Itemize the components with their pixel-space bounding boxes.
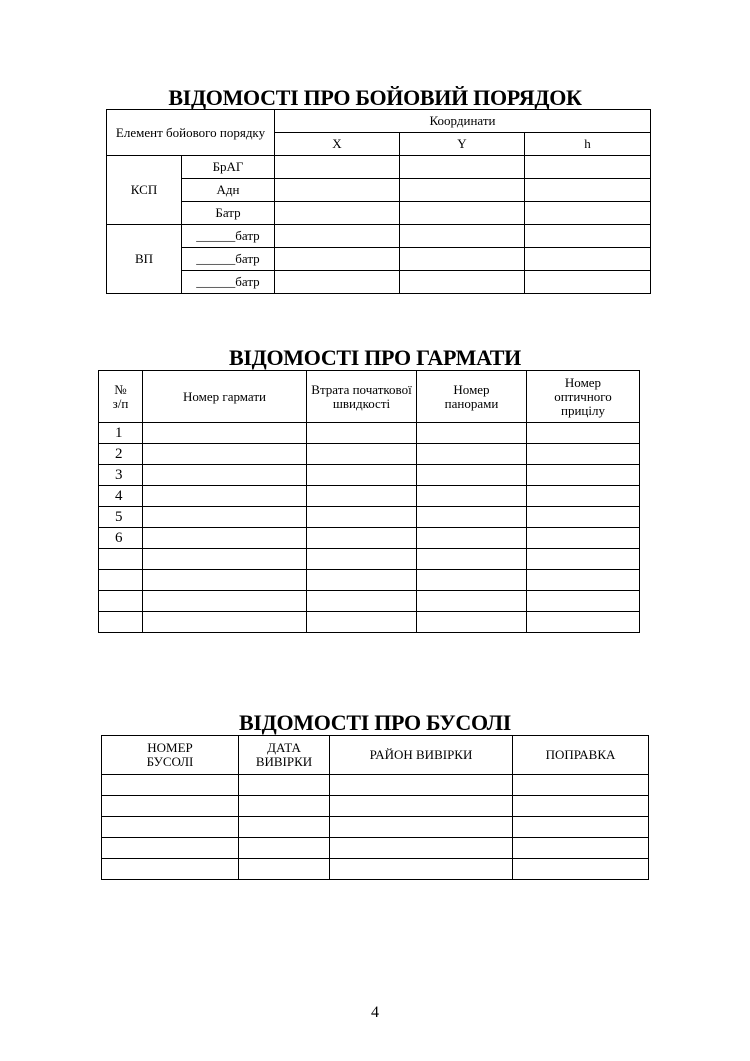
table-row — [107, 202, 651, 225]
cell[interactable] — [307, 444, 417, 465]
cell[interactable] — [307, 612, 417, 633]
cell[interactable] — [102, 796, 239, 817]
cell[interactable] — [143, 444, 307, 465]
row-number: 5 — [99, 507, 143, 528]
table-row — [102, 838, 649, 859]
table-row — [99, 486, 640, 507]
cell[interactable] — [239, 838, 330, 859]
table-row — [102, 859, 649, 880]
cell[interactable] — [513, 817, 649, 838]
coord-cell[interactable] — [275, 225, 400, 248]
coord-cell[interactable] — [400, 202, 525, 225]
header-gun-number: Номер гармати — [143, 371, 307, 423]
header-check-date: ДАТА ВИВІРКИ — [239, 736, 330, 775]
table-row — [99, 423, 640, 444]
cell[interactable] — [527, 507, 640, 528]
cell[interactable] — [527, 465, 640, 486]
header-number: № з/п — [99, 371, 143, 423]
row-number: 3 — [99, 465, 143, 486]
cell[interactable] — [143, 570, 307, 591]
table-row — [99, 570, 640, 591]
cell[interactable] — [239, 796, 330, 817]
coord-cell[interactable] — [525, 248, 651, 271]
cell[interactable] — [417, 591, 527, 612]
row-number: 2 — [99, 444, 143, 465]
table-row — [99, 507, 640, 528]
coord-cell[interactable] — [525, 202, 651, 225]
coord-cell[interactable] — [275, 179, 400, 202]
header-velocity-loss: Втрата початкової швидкості — [307, 371, 417, 423]
cell[interactable] — [307, 465, 417, 486]
cell[interactable] — [307, 528, 417, 549]
header-compass-number: НОМЕР БУСОЛІ — [102, 736, 239, 775]
table-row — [102, 775, 649, 796]
cell[interactable] — [417, 465, 527, 486]
element-label: ______батр — [182, 271, 275, 294]
cell[interactable] — [417, 444, 527, 465]
coord-cell[interactable] — [400, 179, 525, 202]
header-panorama-number: Номер панорами — [417, 371, 527, 423]
combat-order-table — [106, 109, 651, 294]
coord-h-header: h — [525, 133, 651, 156]
table-row — [102, 796, 649, 817]
row-number: 4 — [99, 486, 143, 507]
cell[interactable] — [143, 612, 307, 633]
compasses-title: ВІДОМОСТІ ПРО БУСОЛІ — [238, 710, 512, 735]
cell[interactable] — [417, 507, 527, 528]
cell[interactable] — [307, 570, 417, 591]
cell[interactable] — [102, 775, 239, 796]
row-number — [99, 591, 143, 612]
cell[interactable] — [527, 549, 640, 570]
coord-y-header: Y — [400, 133, 525, 156]
cell[interactable] — [143, 528, 307, 549]
coord-x-header: X — [275, 133, 400, 156]
header-sight-number: Номер оптичного прицілу — [527, 371, 640, 423]
header-check-area: РАЙОН ВИВІРКИ — [330, 736, 513, 775]
coord-cell[interactable] — [275, 248, 400, 271]
cell[interactable] — [527, 486, 640, 507]
table-row — [107, 271, 651, 294]
table-row — [99, 591, 640, 612]
cell[interactable] — [239, 859, 330, 880]
coord-cell[interactable] — [525, 179, 651, 202]
compasses-table — [101, 735, 649, 880]
element-label: Адн — [182, 179, 275, 202]
cell[interactable] — [307, 423, 417, 444]
table-row — [107, 225, 651, 248]
cell[interactable] — [330, 796, 513, 817]
cell[interactable] — [102, 859, 239, 880]
coord-cell[interactable] — [525, 271, 651, 294]
coord-cell[interactable] — [275, 156, 400, 179]
cell[interactable] — [417, 570, 527, 591]
cell[interactable] — [513, 838, 649, 859]
cell[interactable] — [513, 775, 649, 796]
guns-title: ВІДОМОСТІ ПРО ГАРМАТИ — [228, 345, 521, 370]
coord-cell[interactable] — [400, 225, 525, 248]
cell[interactable] — [417, 528, 527, 549]
table-row — [102, 817, 649, 838]
combat-order-title: ВІДОМОСТІ ПРО БОЙОВИЙ ПОРЯДОК — [168, 85, 582, 110]
cell[interactable] — [417, 423, 527, 444]
table-row — [99, 612, 640, 633]
row-number — [99, 549, 143, 570]
cell[interactable] — [239, 817, 330, 838]
cell[interactable] — [513, 796, 649, 817]
coord-cell[interactable] — [525, 156, 651, 179]
cell[interactable] — [417, 549, 527, 570]
guns-table — [98, 370, 640, 633]
cell[interactable] — [330, 775, 513, 796]
cell[interactable] — [527, 444, 640, 465]
row-number: 6 — [99, 528, 143, 549]
element-label: ______батр — [182, 248, 275, 271]
cell[interactable] — [143, 423, 307, 444]
element-label: ______батр — [182, 225, 275, 248]
coord-cell[interactable] — [400, 248, 525, 271]
table-row — [99, 528, 640, 549]
header-correction: ПОПРАВКА — [513, 736, 649, 775]
table-row — [107, 248, 651, 271]
page-number: 4 — [371, 1004, 379, 1021]
coord-cell[interactable] — [400, 271, 525, 294]
cell[interactable] — [330, 817, 513, 838]
element-header: Елемент бойового порядку — [107, 110, 275, 156]
coordinates-header: Координати — [275, 110, 651, 133]
cell[interactable] — [143, 465, 307, 486]
cell[interactable] — [307, 591, 417, 612]
cell[interactable] — [527, 612, 640, 633]
cell[interactable] — [527, 528, 640, 549]
coord-cell[interactable] — [400, 156, 525, 179]
element-label: Батр — [182, 202, 275, 225]
table-row — [107, 156, 651, 179]
cell[interactable] — [527, 591, 640, 612]
cell[interactable] — [417, 486, 527, 507]
table-row — [99, 444, 640, 465]
coord-cell[interactable] — [275, 202, 400, 225]
cell[interactable] — [143, 507, 307, 528]
cell[interactable] — [527, 570, 640, 591]
cell[interactable] — [513, 859, 649, 880]
row-number — [99, 612, 143, 633]
cell[interactable] — [330, 859, 513, 880]
coord-cell[interactable] — [525, 225, 651, 248]
cell[interactable] — [143, 591, 307, 612]
cell[interactable] — [527, 423, 640, 444]
cell[interactable] — [239, 775, 330, 796]
cell[interactable] — [143, 486, 307, 507]
coord-cell[interactable] — [275, 271, 400, 294]
table-row — [107, 179, 651, 202]
table-row — [99, 549, 640, 570]
cell[interactable] — [143, 549, 307, 570]
cell[interactable] — [417, 612, 527, 633]
cell[interactable] — [330, 838, 513, 859]
row-number — [99, 570, 143, 591]
table-row — [99, 465, 640, 486]
group-label-ksp: КСП — [107, 156, 182, 225]
cell[interactable] — [307, 507, 417, 528]
cell[interactable] — [307, 486, 417, 507]
cell[interactable] — [307, 549, 417, 570]
cell[interactable] — [102, 817, 239, 838]
element-label: БрАГ — [182, 156, 275, 179]
group-label-vp: ВП — [107, 225, 182, 294]
cell[interactable] — [102, 838, 239, 859]
row-number: 1 — [99, 423, 143, 444]
